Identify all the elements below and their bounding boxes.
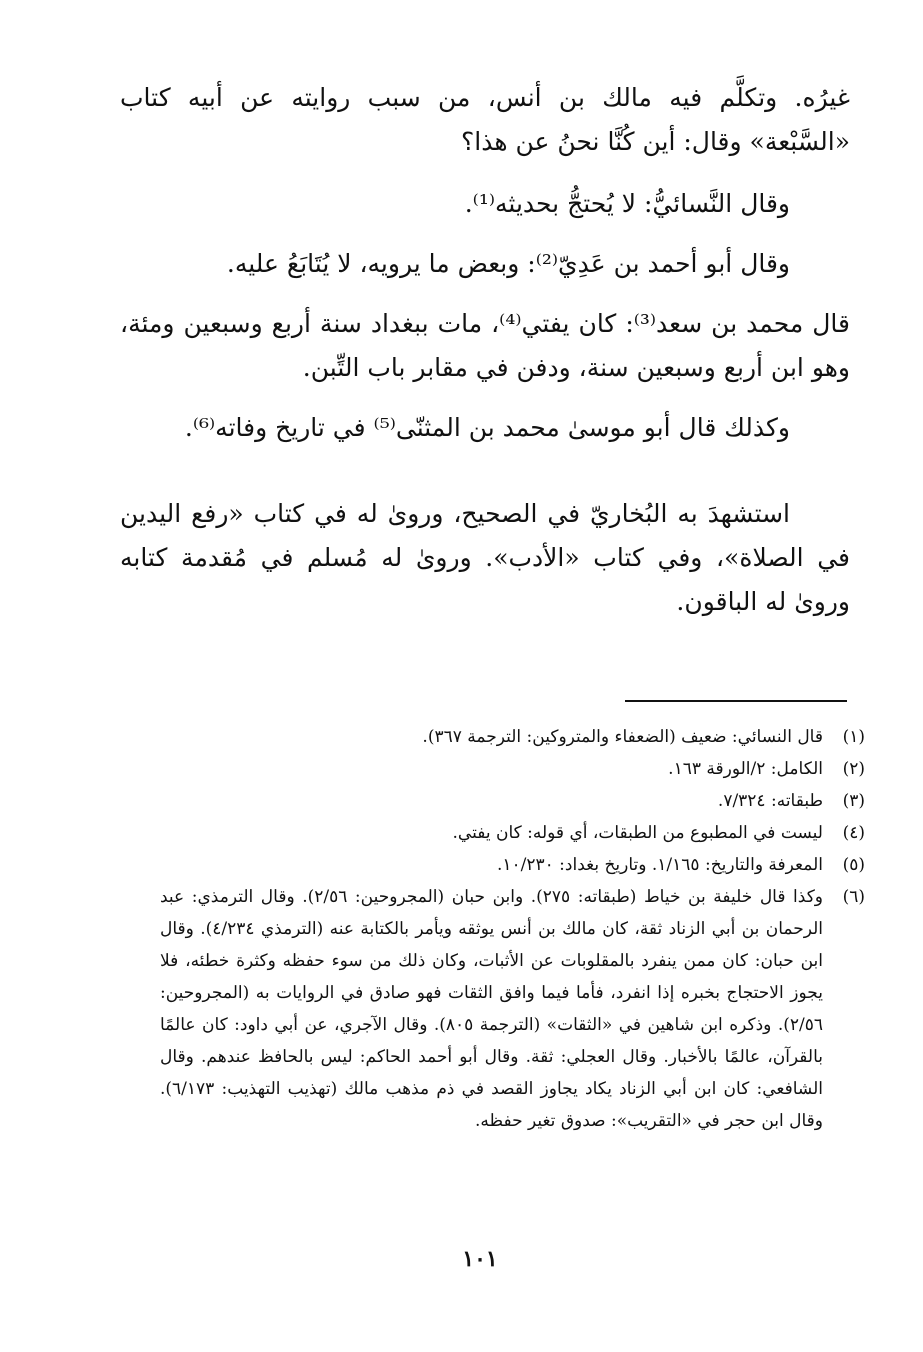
paragraph-1: غيرُه. وتكلَّم فيه مالك بن أنس، من سبب روايته عن أبيه كتاب «السَّبْعة» وقال: أين كُنَّا نحنُ عن هذا؟: [120, 83, 850, 156]
footnote-text: ليست في المطبوع من الطبقات، أي قوله: كان يفتي.: [452, 823, 823, 843]
footnote-number: (١): [842, 727, 865, 747]
footnote-text: طبقاته: ٧/٣٢٤.: [717, 791, 823, 811]
footnote-number: (٣): [842, 791, 865, 811]
footnote-6: [160, 881, 865, 1137]
paragraph-6: استشهدَ به البُخاريّ في الصحيح، وروىٰ له في كتاب «رفع اليدين في الصلاة»، وفي كتاب «الأدب». وروىٰ له مُسلم في مُقدمة كتابه وروىٰ له الباقون.: [120, 499, 850, 616]
footnote-number: (٢): [842, 759, 865, 779]
footnote-4: [160, 817, 865, 849]
paragraph-4: قال محمد بن سعد⁽³⁾: كان يفتي⁽⁴⁾، مات ببغداد سنة أربع وسبعين ومئة، وهو ابن أربع وسبعين سنة، ودفن في مقابر باب التِّبن.: [120, 309, 850, 382]
paragraph-2: وقال النَّسائيُّ: لا يُحتجُّ بحديثه⁽¹⁾.: [464, 189, 790, 218]
paragraph-5: وكذلك قال أبو موسىٰ محمد بن المثنّى⁽⁵⁾ في تاريخ وفاته⁽⁶⁾.: [184, 413, 790, 442]
footnote-1: [160, 721, 865, 753]
main-text: [120, 76, 850, 624]
footnote-3: [160, 785, 865, 817]
footnotes: [160, 721, 865, 1137]
footnote-2: [160, 753, 865, 785]
paragraph-3: وقال أبو أحمد بن عَدِيّ⁽²⁾: وبعض ما يرويه، لا يُتَابَعُ عليه.: [226, 249, 790, 278]
footnote-5: [160, 849, 865, 881]
footnote-number: (٤): [842, 823, 865, 843]
footnote-number: (٦): [842, 887, 865, 907]
footnote-text: الكامل: ٢/الورقة ١٦٣.: [668, 759, 823, 779]
page-number: ١٠١: [462, 1246, 498, 1272]
footnote-text: وكذا قال خليفة بن خياط (طبقاته: ٢٧٥). وابن حبان (المجروحين: ٢/٥٦). وقال الترمذي: عبد الرحمان بن أبي الزناد ثقة، كان مالك بن أنس يوثقه ويأمر بالكتابة عنه (الترمذي ٤/٢٣٤). وقال ابن حبان: كان ممن ينفرد بالمقلوبات عن الأثبات، وكان ذلك من سوء حفظه وكثرة خطئه، فلا يجوز الاحتجاج بخبره إذا انفرد، فأما فيما وافق الثقات فهو صادق في الروايات به (المجروحين: ٢/٥٦). وذكره ابن شاهين في «الثقات» (الترجمة ٨٠٥). وقال الآجري، عن أبي داود: كان عالمًا بالقرآن، عالمًا بالأخبار. وقال العجلي: ثقة. وقال أبو أحمد الحاكم: ليس بالحافظ عندهم. وقال الشافعي: كان ابن أبي الزناد يكاد يجاوز القصد في ذم مذهب مالك (تهذيب التهذيب: ٦/١٧٣). وقال ابن حجر في «التقريب»: صدوق تغير حفظه.: [160, 887, 824, 1131]
footnote-text: قال النسائي: ضعيف (الضعفاء والمتروكين: الترجمة ٣٦٧).: [422, 727, 823, 747]
footnote-separator: [625, 700, 847, 702]
footnote-number: (٥): [842, 855, 865, 875]
footnote-text: المعرفة والتاريخ: ١/١٦٥. وتاريخ بغداد: ١٠/٢٣٠.: [496, 855, 823, 875]
